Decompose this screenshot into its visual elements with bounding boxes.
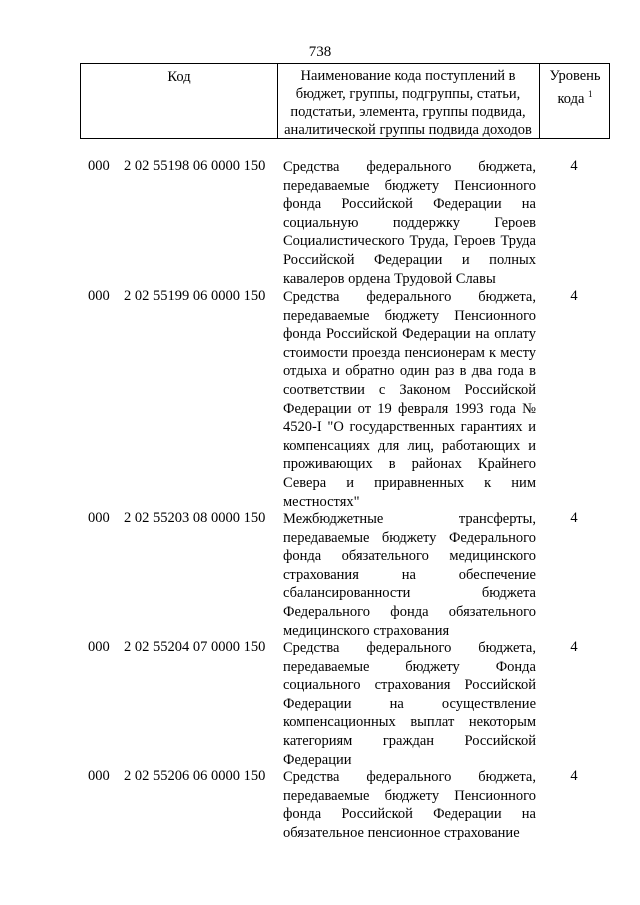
header-divider bbox=[277, 64, 278, 138]
revenue-code: 2 02 55204 07 0000 150 bbox=[124, 639, 266, 655]
admin-code: 000 bbox=[88, 768, 110, 784]
code-level: 4 bbox=[570, 768, 578, 784]
code-level: 4 bbox=[570, 510, 578, 526]
header-level-line2: кода bbox=[557, 90, 585, 107]
revenue-name: Средства федерального бюджета, передаваемые бюджету Фонда социального страхования Российской Федерации на осуществление компенсационных выплат некоторым категориям граждан Российской Федерации bbox=[283, 640, 536, 768]
revenue-code: 2 02 55203 08 0000 150 bbox=[124, 510, 266, 526]
revenue-name: Межбюджетные трансферты, передаваемые бюджету Федерального фонда обязательного медицинского страхования на обеспечение сбалансированности бюджета Федерального фонда обязательного медицинского страхования bbox=[283, 511, 536, 639]
revenue-code: 2 02 55199 06 0000 150 bbox=[124, 288, 266, 304]
revenue-code: 2 02 55198 06 0000 150 bbox=[124, 158, 266, 174]
header-name: Наименование кода поступлений в бюджет, группы, подгруппы, статьи, подстатьи, элемента, группы подвида, аналитической группы подвида доходов bbox=[284, 68, 532, 138]
page-number: 738 bbox=[308, 44, 332, 60]
revenue-name: Средства федерального бюджета, передаваемые бюджету Пенсионного фонда Российской Федерации на оплату стоимости проезда пенсионерам к месту отдыха и обратно один раз в два года в соответствии с Законом Российской Федерации от 19 февраля 1993 года № 4520-I "О государственных гарантиях и компенсациях для лиц, работающих и проживающих в районах Крайнего Севера и приравненных к ним местностях" bbox=[283, 289, 536, 510]
admin-code: 000 bbox=[88, 639, 110, 655]
admin-code: 000 bbox=[88, 288, 110, 304]
revenue-name: Средства федерального бюджета, передаваемые бюджету Пенсионного фонда Российской Федерации на социальную поддержку Героев Социалистического Труда, Героев Труда Российской Федерации и полных кавалеров ордена Трудовой Славы bbox=[283, 159, 536, 287]
admin-code: 000 bbox=[88, 510, 110, 526]
admin-code: 000 bbox=[88, 158, 110, 174]
header-code: Код bbox=[167, 69, 191, 85]
header-level bbox=[539, 67, 611, 108]
code-level: 4 bbox=[570, 158, 578, 174]
header-level-footnote: 1 bbox=[588, 89, 593, 99]
header-level-line1: Уровень bbox=[549, 68, 601, 84]
code-level: 4 bbox=[570, 288, 578, 304]
revenue-code: 2 02 55206 06 0000 150 bbox=[124, 768, 266, 784]
code-level: 4 bbox=[570, 639, 578, 655]
table-header bbox=[80, 63, 610, 139]
revenue-name: Средства федерального бюджета, передаваемые бюджету Пенсионного фонда Российской Федерации на обязательное пенсионное страхование bbox=[283, 769, 536, 841]
